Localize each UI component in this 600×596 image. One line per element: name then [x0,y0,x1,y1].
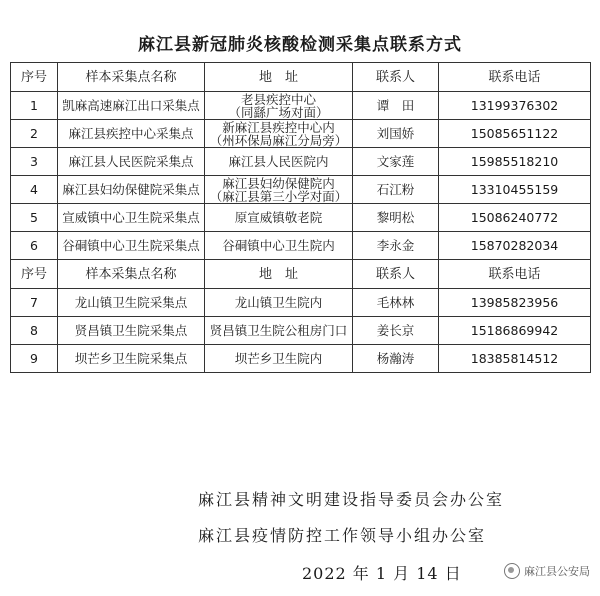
cell-address [205,317,353,345]
cell-contact: 石江粉 [353,176,439,204]
cell-phone: 15086240772 [439,204,591,232]
col-header-phone: 联系电话 [439,260,591,289]
issue-date: 2022 年 1 月 14 日 [302,564,462,583]
address-line: 原宣威镇敬老院 [234,210,323,225]
cell-contact: 黎明松 [353,204,439,232]
table-row [11,317,591,345]
cell-contact: 谭 田 [353,92,439,120]
cell-no: 6 [11,232,58,260]
table-row [11,345,591,373]
cell-phone: 15186869942 [439,317,591,345]
table-header-row [11,63,591,92]
cell-phone: 13985823956 [439,289,591,317]
cell-phone: 18385814512 [439,345,591,373]
cell-address [205,92,353,120]
cell-phone: 13310455159 [439,176,591,204]
cell-site: 麻江县疾控中心采集点 [58,120,205,148]
cell-site: 坝芒乡卫生院采集点 [58,345,205,373]
cell-site: 贤昌镇卫生院采集点 [58,317,205,345]
cell-site: 麻江县妇幼保健院采集点 [58,176,205,204]
address-line: 贤昌镇卫生院公租房门口 [209,323,348,338]
cell-no: 9 [11,345,58,373]
table-row [11,92,591,120]
cell-contact: 杨瀚涛 [353,345,439,373]
cell-no: 1 [11,92,58,120]
wechat-account-icon [504,563,520,579]
address-line: 新麻江县疾控中心内 [222,119,335,135]
table-header-row [11,260,591,289]
table-row [11,204,591,232]
cell-address [205,120,353,148]
table-row [11,289,591,317]
collection-points-table [10,62,591,373]
cell-site: 宣威镇中心卫生院采集点 [58,204,205,232]
cell-no: 5 [11,204,58,232]
cell-site: 凯麻高速麻江出口采集点 [58,92,205,120]
cell-site: 龙山镇卫生院采集点 [58,289,205,317]
cell-phone: 15085651122 [439,120,591,148]
col-header-site: 样本采集点名称 [58,260,205,289]
cell-contact: 姜长京 [353,317,439,345]
col-header-address: 地 址 [205,63,353,92]
issuer-civilization-office: 麻江县精神文明建设指导委员会办公室 [198,490,505,509]
cell-no: 7 [11,289,58,317]
cell-address [205,345,353,373]
col-header-no: 序号 [11,260,58,289]
cell-address [205,148,353,176]
cell-address [205,232,353,260]
cell-address [205,176,353,204]
cell-contact: 李永金 [353,232,439,260]
cell-phone: 13199376302 [439,92,591,120]
cell-site: 麻江县人民医院采集点 [58,148,205,176]
cell-no: 3 [11,148,58,176]
cell-phone: 15985518210 [439,148,591,176]
col-header-contact: 联系人 [353,63,439,92]
table-row [11,120,591,148]
cell-contact: 文家莲 [353,148,439,176]
address-note: （州环保局麻江分局旁） [209,132,348,148]
cell-no: 4 [11,176,58,204]
cell-no: 2 [11,120,58,148]
col-header-address: 地 址 [205,260,353,289]
address-note: （麻江县第三小学对面） [209,188,348,204]
address-line: 坝芒乡卫生院内 [234,351,323,366]
address-line: 龙山镇卫生院内 [234,295,323,310]
cell-phone: 15870282034 [439,232,591,260]
cell-address [205,204,353,232]
issuer-epidemic-office: 麻江县疫情防控工作领导小组办公室 [198,526,487,545]
table-row [11,176,591,204]
cell-no: 8 [11,317,58,345]
address-line: 谷硐镇中心卫生院内 [222,238,335,253]
address-line: 老县疾控中心 [240,91,316,107]
cell-contact: 毛林林 [353,289,439,317]
address-line: 麻江县妇幼保健院内 [222,175,335,191]
col-header-phone: 联系电话 [439,63,591,92]
cell-address [205,289,353,317]
cell-site: 谷硐镇中心卫生院采集点 [58,232,205,260]
table-row [11,148,591,176]
address-note: （同繇广场对面） [228,104,329,120]
col-header-site: 样本采集点名称 [58,63,205,92]
watermark-text: 麻江县公安局 [524,565,590,578]
col-header-no: 序号 [11,63,58,92]
cell-contact: 刘国娇 [353,120,439,148]
watermark [504,563,590,579]
document-title: 麻江县新冠肺炎核酸检测采集点联系方式 [138,35,462,55]
address-line: 麻江县人民医院内 [228,154,329,169]
table-row [11,232,591,260]
col-header-contact: 联系人 [353,260,439,289]
